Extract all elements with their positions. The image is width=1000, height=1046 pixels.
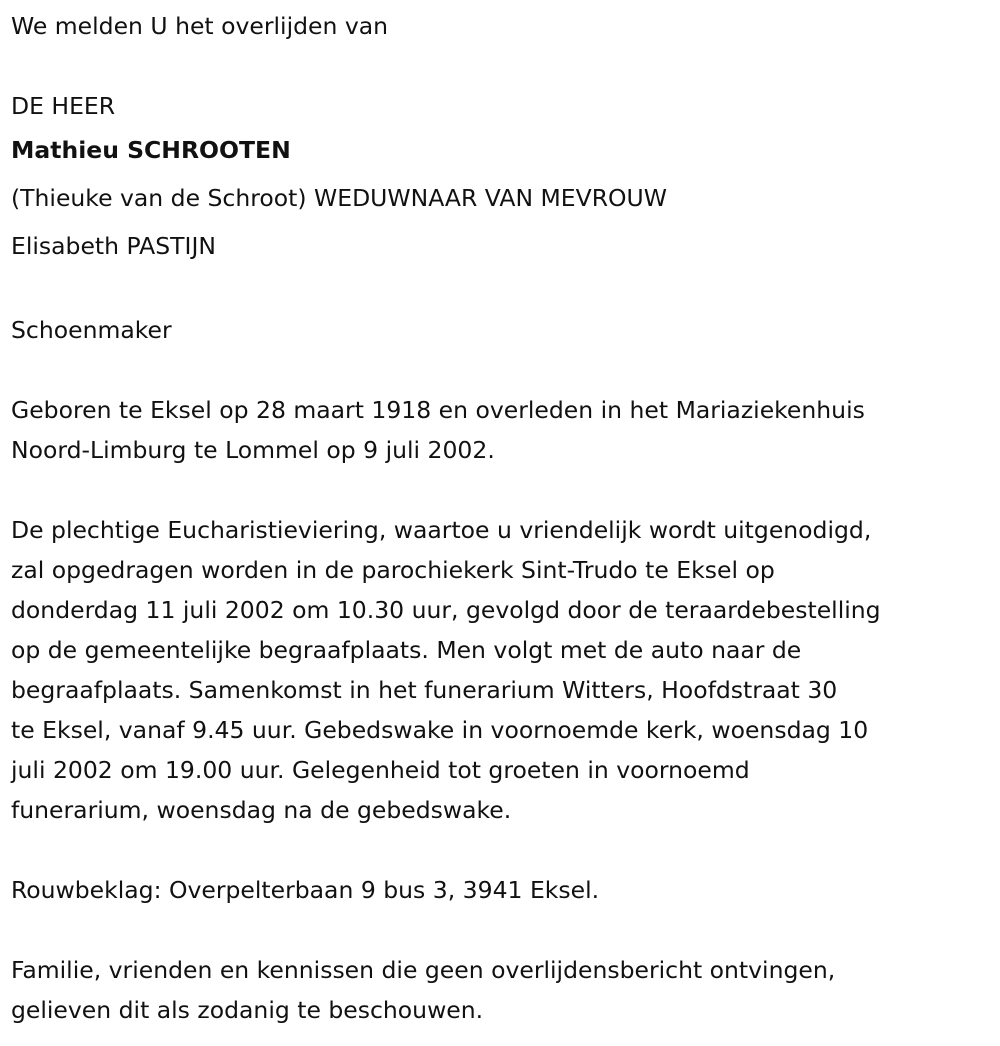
spacer — [11, 830, 988, 870]
spouse-name: Elisabeth PASTIJN — [11, 232, 216, 260]
closing-line: Familie, vrienden en kennissen die geen overlijdensbericht ontvingen, — [11, 956, 836, 984]
ceremony-line: op de gemeentelijke begraafplaats. Men volgt met de auto naar de — [11, 636, 802, 664]
spacer — [11, 470, 988, 510]
occupation: Schoenmaker — [11, 316, 172, 344]
spacer — [11, 350, 988, 390]
nickname-line: (Thieuke van de Schroot) WEDUWNAAR VAN MEVROUW — [11, 184, 667, 212]
birth-death-line: Geboren te Eksel op 28 maart 1918 en overleden in het Mariaziekenhuis — [11, 396, 865, 424]
ceremony-line: zal opgedragen worden in de parochiekerk Sint-Trudo te Eksel op — [11, 556, 775, 584]
condolence-address: Rouwbeklag: Overpelterbaan 9 bus 3, 3941 Eksel. — [11, 876, 600, 904]
closing-line: gelieven dit als zodanig te beschouwen. — [11, 996, 484, 1024]
spacer — [11, 46, 988, 86]
birth-death-line: Noord-Limburg te Lommel op 9 juli 2002. — [11, 436, 495, 464]
ceremony-line: De plechtige Eucharistieviering, waartoe u vriendelijk wordt uitgenodigd, — [11, 516, 872, 544]
spacer — [11, 910, 988, 950]
ceremony-line: begraafplaats. Samenkomst in het funerarium Witters, Hoofdstraat 30 — [11, 676, 838, 704]
ceremony-line: juli 2002 om 19.00 uur. Gelegenheid tot groeten in voornoemd — [11, 756, 750, 784]
birth-death-paragraph — [11, 390, 988, 470]
ceremony-line: funerarium, woensdag na de gebedswake. — [11, 796, 512, 824]
ceremony-line: te Eksel, vanaf 9.45 uur. Gebedswake in voornoemde kerk, woensdag 10 — [11, 716, 869, 744]
deceased-name: Mathieu SCHROOTEN — [11, 136, 291, 164]
spacer — [11, 270, 988, 310]
ceremony-line: donderdag 11 juli 2002 om 10.30 uur, gevolgd door de teraardebestelling — [11, 596, 881, 624]
closing-paragraph — [11, 950, 988, 1030]
intro-text: We melden U het overlijden van — [11, 12, 389, 40]
honorific-title: DE HEER — [11, 92, 116, 120]
ceremony-paragraph — [11, 510, 988, 830]
